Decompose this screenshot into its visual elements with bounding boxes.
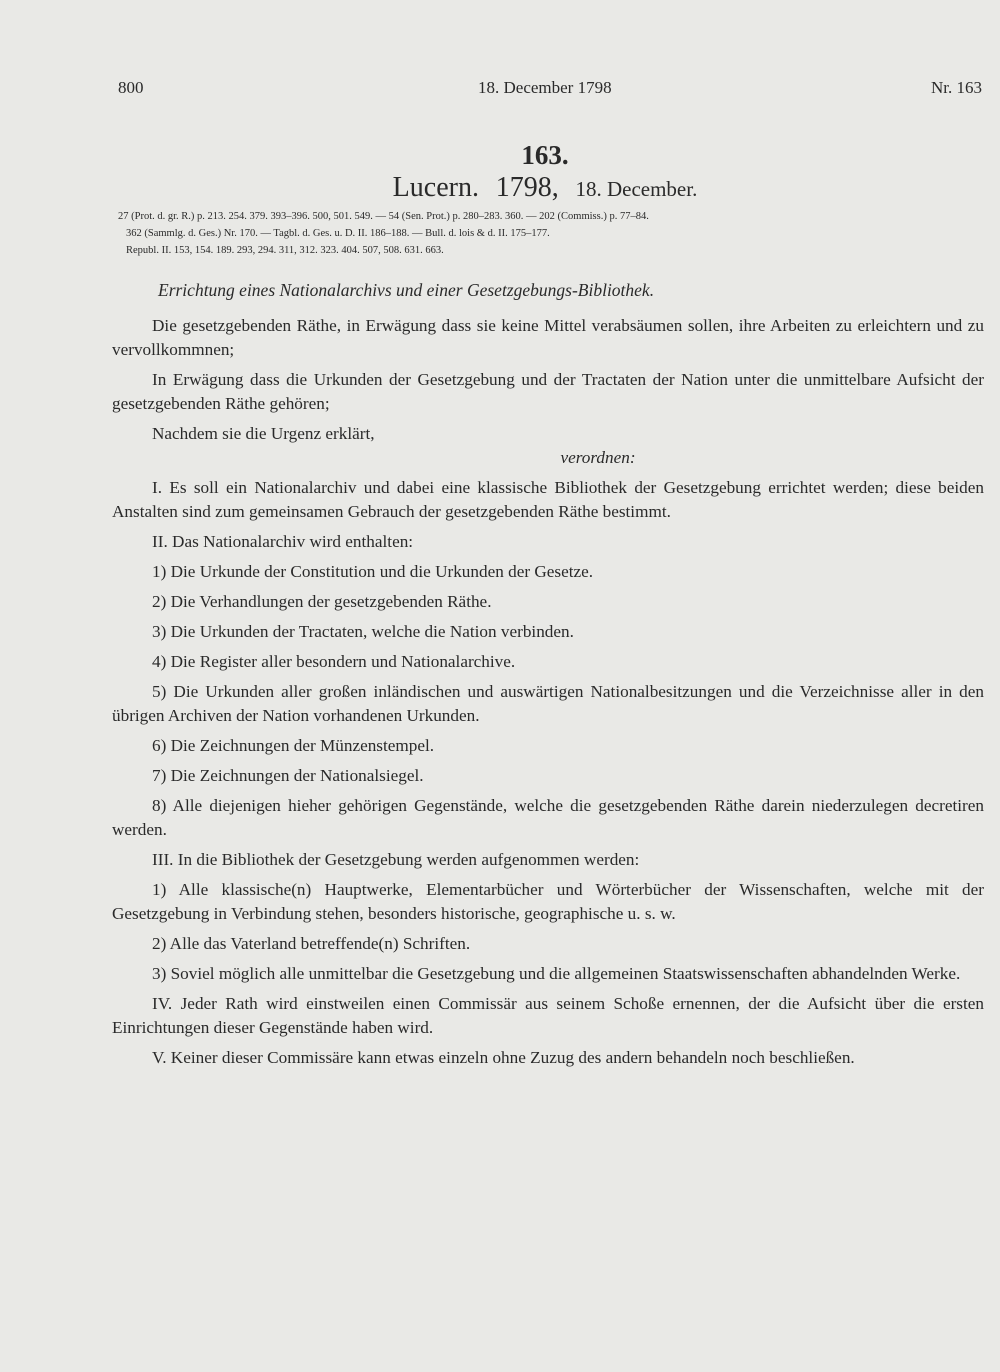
article-paragraph: IV. Jeder Rath wird einstweilen einen Commissär aus seinem Schoße ernennen, der die Aufsicht über die ersten Einrichtungen dieser Gegenstände haben wird. (112, 994, 984, 1037)
heading-day: 18. December. (575, 177, 698, 201)
document-subtitle: Errichtung eines Nationalarchivs und einer Gesetzgebungs-Bibliothek. (158, 280, 655, 300)
list-item: 7) Die Zeichnungen der Nationalsiegel. (152, 766, 424, 785)
list-item: 2) Alle das Vaterland betreffende(n) Schriften. (152, 934, 471, 953)
header-doc-ref: Nr. 163 (931, 78, 982, 97)
document-number: 163. (521, 140, 569, 170)
list-item: 2) Die Verhandlungen der gesetzgebenden Räthe. (152, 592, 492, 611)
list-item: 3) Soviel möglich alle unmittelbar die Gesetzgebung und die allgemeinen Staatswissenschaften abhandelnden Werke. (152, 964, 961, 983)
article-paragraph: II. Das Nationalarchiv wird enthalten: (152, 532, 414, 551)
heading-year: 1798, (495, 172, 559, 203)
paragraph: In Erwägung dass die Urkunden der Gesetzgebung und der Tractaten der Nation unter die unmittelbare Aufsicht der gesetzgebenden Räthe gehören; (112, 370, 984, 413)
paragraph: Nachdem sie die Urgenz erklärt, (152, 424, 375, 443)
list-item: 8) Alle diejenigen hieher gehörigen Gegenstände, welche die gesetzgebenden Räthe darein niederzulegen decretiren werden. (112, 796, 984, 839)
heading-place: Lucern. (392, 172, 479, 203)
list-item: 5) Die Urkunden aller großen inländischen und auswärtigen Nationalbesitzungen und die Verzeichnisse aller in den übrigen Archiven der Nation vorhandenen Urkunden. (112, 682, 984, 725)
article-paragraph: III. In die Bibliothek der Gesetzgebung werden aufgenommen werden: (152, 850, 640, 869)
paragraph: Die gesetzgebenden Räthe, in Erwägung dass sie keine Mittel verabsäumen sollen, ihre Arbeiten zu erleichtern und zu vervollkommnen; (112, 316, 984, 359)
document-heading (0, 172, 1000, 204)
reference-line: Republ. II. 153, 154. 189. 293, 294. 311, 312. 323. 404. 507, 508. 631. 663. (126, 245, 444, 256)
source-references (118, 208, 978, 259)
article-paragraph: V. Keiner dieser Commissäre kann etwas einzeln ohne Zuzug des andern behandeln noch beschließen. (152, 1048, 855, 1067)
list-item: 3) Die Urkunden der Tractaten, welche die Nation verbinden. (152, 622, 574, 641)
enacting-formula: verordnen: (560, 448, 636, 467)
page-number: 800 (118, 78, 144, 97)
reference-line: 362 (Sammlg. d. Ges.) Nr. 170. — Tagbl. d. Ges. u. D. II. 186–188. — Bull. d. lois & d. II. 175–177. (126, 228, 550, 239)
document-body (112, 314, 984, 1070)
list-item: 1) Die Urkunde der Constitution und die Urkunden der Gesetze. (152, 562, 594, 581)
list-item: 4) Die Register aller besondern und Nationalarchive. (152, 652, 516, 671)
list-item: 6) Die Zeichnungen der Münzenstempel. (152, 736, 435, 755)
article-paragraph: I. Es soll ein Nationalarchiv und dabei eine klassische Bibliothek der Gesetzgebung errichtet werden; diese beiden Anstalten sind zum gemeinsamen Gebrauch der gesetzgebenden Räthe bestimmt. (112, 478, 984, 521)
running-head (118, 78, 982, 102)
header-date: 18. December 1798 (478, 78, 612, 97)
reference-line: 27 (Prot. d. gr. R.) p. 213. 254. 379. 393–396. 500, 501. 549. — 54 (Sen. Prot.) p. 280–283. 360. — 202 (Commiss.) p. 77–84. (118, 211, 649, 222)
list-item: 1) Alle klassische(n) Hauptwerke, Elementarbücher und Wörterbücher der Wissenschaften, welche mit der Gesetzgebung in Verbindung stehen, besonders historische, geographische u. s. w. (112, 880, 984, 923)
